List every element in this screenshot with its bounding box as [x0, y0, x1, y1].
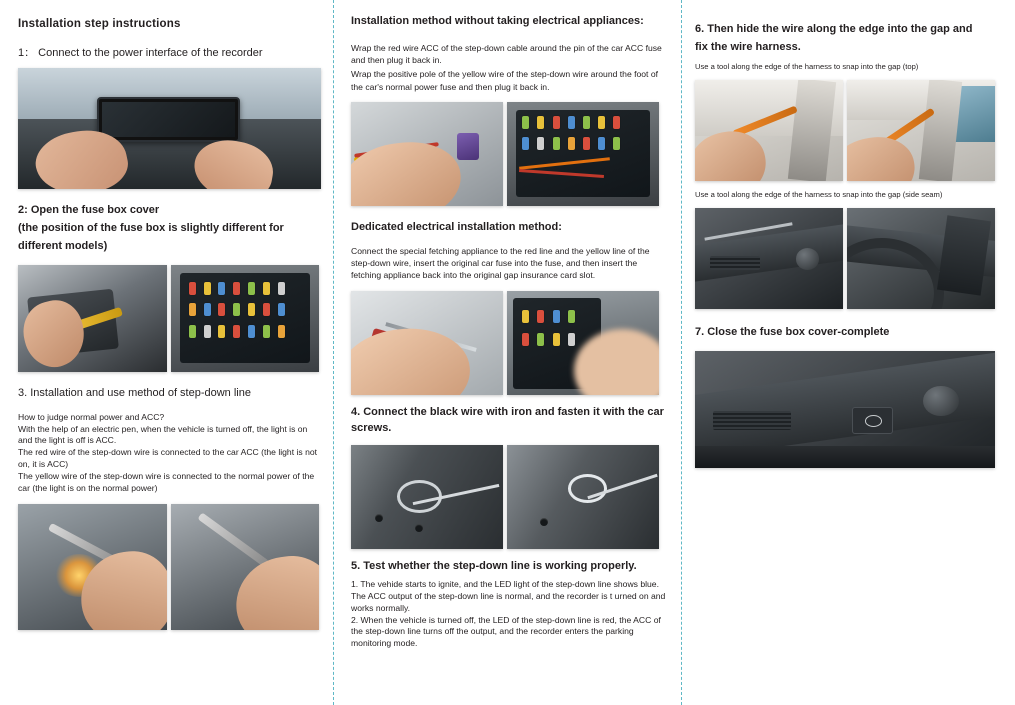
- step3-body-0: How to judge normal power and ACC?: [18, 411, 165, 422]
- photo-test-pen-lit: [18, 504, 167, 630]
- photo-insert-fetching-appliance: [351, 291, 503, 395]
- photo-open-kick-panel: [18, 265, 167, 372]
- page-title: Installation step instructions: [18, 18, 181, 30]
- step6-heading-line2: fix the wire harness.: [695, 40, 801, 53]
- section-a-body-1: Wrap the positive pole of the yellow wire of the step-down wire around the foot of the car's normal power fuse and then plug it back in.: [351, 69, 658, 92]
- step1-heading: 1： Connect to the power interface of the recorder: [18, 47, 263, 59]
- photo-tuck-wire-headliner-b: [847, 80, 995, 181]
- step6-heading-line1: 6. Then hide the wire along the edge into the gap and: [695, 23, 973, 35]
- section-a-body-0: Wrap the red wire ACC of the step-down cable around the pin of the car ACC fuse and then plug it back in.: [351, 42, 662, 66]
- step4-heading: 4. Connect the black wire with iron and fasten it with the car screws.: [351, 406, 664, 434]
- step2-heading-line3: different models): [18, 239, 108, 252]
- step3-body-2: The red wire of the step-down wire is connected to the car ACC (the light is not on, it is ACC): [18, 447, 318, 470]
- photo-fuse-box-exposed: [171, 265, 319, 372]
- photo-row-side-seam-tuck: [695, 208, 1001, 309]
- section-b-heading: Dedicated electrical installation method:: [351, 220, 562, 233]
- step5-heading: 5. Test whether the step-down line is working properly.: [351, 560, 637, 573]
- section-b-body-0: Connect the special fetching appliance to the red line and the yellow line of the step-down wire, insert the original car fuse into the fuse, and then insert the fetching appliance back into the original gap insurance card slot.: [351, 245, 650, 281]
- column-one: [0, 0, 333, 705]
- column-two: [333, 0, 681, 705]
- photo-row-fuse-box-cover: [18, 265, 319, 372]
- photo-wrap-wire-on-fuse: [351, 102, 503, 206]
- photo-ring-terminal-on-bracket: [351, 445, 503, 549]
- photo-row-ground-screw: [351, 445, 669, 549]
- step7-heading: 7. Close the fuse box cover-complete: [695, 325, 890, 338]
- step2-heading-line1: 2: Open the fuse box cover: [18, 203, 160, 216]
- photo-tuck-wire-headliner-a: [695, 80, 843, 181]
- step5-body-2: 2. When the vehicle is turned off, the LED of the step-down line is red, the ACC of the step-down line turns off the output, and the recorder enters the parking monitoring mode.: [351, 614, 661, 649]
- photo-fusebox-with-tapped-wire: [507, 102, 659, 206]
- photo-fuse-box-cover-closed: [695, 351, 995, 468]
- photo-side-seam-b: [847, 208, 995, 309]
- photo-row-fuse-tap: [351, 102, 669, 206]
- photo-side-seam-a: [695, 208, 843, 309]
- column-three: [681, 0, 1015, 705]
- step6-caption-top: Use a tool along the edge of the harness to snap into the gap (top): [695, 61, 919, 71]
- photo-screw-fastened: [507, 445, 659, 549]
- photo-test-pen-probe: [171, 504, 319, 630]
- photo-row-test-pen: [18, 504, 319, 630]
- step6-caption-side: Use a tool along the edge of the harness to snap into the gap (side seam): [695, 189, 943, 199]
- photo-row-headliner-tuck: [695, 80, 1001, 181]
- step3-heading: 3. Installation and use method of step-down line: [18, 386, 251, 399]
- step5-body-1: The ACC output of the step-down line is normal, and the recorder is t urned on and works normally.: [351, 590, 666, 613]
- step3-body-3: The yellow wire of the step-down wire is connected to the normal power of the car (the light is on the normal power): [18, 470, 315, 493]
- step3-body-1: With the help of an electric pen, when the vehicle is turned off, the light is on and the light is off is ACC.: [18, 423, 308, 446]
- photo-appliance-in-slot: [507, 291, 659, 395]
- photo-row-dedicated-appliance: [351, 291, 669, 395]
- step2-heading-line2: (the position of the fuse box is slightly different for: [18, 221, 284, 234]
- step5-body-0: 1. The vehide starts to ignite, and the LED light of the step-down line shows blue.: [351, 579, 659, 590]
- section-a-heading: Installation method without taking electrical appliances:: [351, 15, 644, 27]
- photo-recorder-power-interface: [18, 68, 321, 189]
